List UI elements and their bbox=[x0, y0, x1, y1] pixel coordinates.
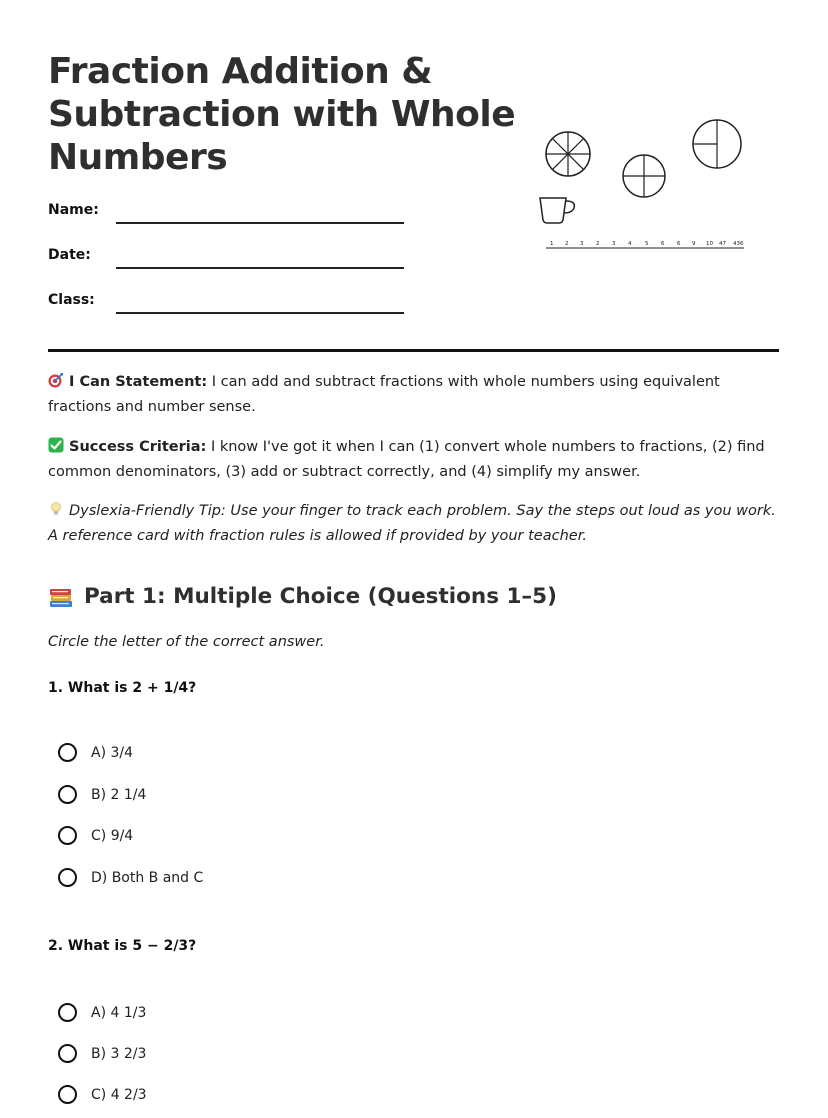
tick-label: 9 bbox=[692, 241, 696, 247]
success-criteria bbox=[48, 435, 783, 485]
q1-option-a[interactable] bbox=[58, 743, 133, 762]
tick-label: 4 bbox=[628, 241, 632, 247]
date-field[interactable] bbox=[116, 267, 404, 269]
tick-label: 1 bbox=[550, 241, 554, 247]
books-icon bbox=[48, 585, 74, 609]
class-field[interactable] bbox=[116, 312, 404, 314]
radio-circle-icon[interactable] bbox=[58, 1085, 77, 1104]
tick-label: 5 bbox=[645, 241, 649, 247]
option-label: B) 3 2/3 bbox=[91, 1045, 147, 1062]
q2-option-a[interactable] bbox=[58, 1003, 146, 1022]
circle-quarters-icon bbox=[623, 155, 665, 197]
tick-label: 2 bbox=[565, 241, 569, 247]
date-label: Date: bbox=[48, 247, 91, 263]
option-label: A) 4 1/3 bbox=[91, 1004, 147, 1021]
option-label: A) 3/4 bbox=[91, 744, 134, 761]
radio-circle-icon[interactable] bbox=[58, 743, 77, 762]
measuring-cup-icon bbox=[540, 198, 574, 223]
pie-eighths-icon bbox=[546, 132, 590, 176]
target-icon bbox=[48, 372, 64, 388]
tick-label: 2 bbox=[596, 241, 600, 247]
q1-option-d[interactable] bbox=[58, 868, 203, 887]
option-label: D) Both B and C bbox=[91, 869, 204, 886]
radio-circle-icon[interactable] bbox=[58, 1003, 77, 1022]
check-box-icon bbox=[48, 437, 64, 453]
radio-circle-icon[interactable] bbox=[58, 826, 77, 845]
fraction-illustration bbox=[530, 112, 770, 262]
q2-option-c[interactable] bbox=[58, 1085, 147, 1104]
tick-label: 436 bbox=[733, 241, 744, 247]
number-line bbox=[546, 241, 744, 248]
q1-option-c[interactable] bbox=[58, 826, 133, 845]
question-1: 1. What is 2 + 1/4? bbox=[48, 680, 197, 696]
success-text: I know I've got it when I can (1) convert whole numbers to fractions, (2) find common denominators, (3) add or subtract correctly, and (4) simplify my answer. bbox=[48, 439, 765, 480]
header-divider bbox=[48, 349, 779, 352]
part1-instructions: Circle the letter of the correct answer. bbox=[48, 634, 325, 650]
tick-label: 3 bbox=[612, 241, 616, 247]
option-label: B) 2 1/4 bbox=[91, 786, 147, 803]
tick-label: 3 bbox=[580, 241, 584, 247]
tip-text: Dyslexia-Friendly Tip: Use your finger to track each problem. Say the steps out loud as you work. A reference card with fraction rules is allowed if provided by your teacher. bbox=[48, 503, 776, 544]
lightbulb-icon bbox=[48, 501, 64, 517]
radio-circle-icon[interactable] bbox=[58, 785, 77, 804]
i-can-text: I can add and subtract fractions with whole numbers using equivalent fractions and number sense. bbox=[48, 374, 720, 415]
tick-label: 10 bbox=[706, 241, 713, 247]
success-label: Success Criteria: bbox=[69, 439, 207, 455]
class-label: Class: bbox=[48, 292, 95, 308]
part1-heading bbox=[48, 584, 557, 609]
page-title: Fraction Addition & Subtraction with Whole Numbers bbox=[48, 51, 516, 178]
radio-circle-icon[interactable] bbox=[58, 1044, 77, 1063]
tick-label: 6 bbox=[661, 241, 665, 247]
question-2: 2. What is 5 − 2/3? bbox=[48, 938, 197, 954]
q1-option-b[interactable] bbox=[58, 785, 146, 804]
tick-label: 6 bbox=[677, 241, 681, 247]
radio-circle-icon[interactable] bbox=[58, 868, 77, 887]
dyslexia-tip bbox=[48, 499, 783, 549]
q2-option-b[interactable] bbox=[58, 1044, 146, 1063]
part1-title: Part 1: Multiple Choice (Questions 1–5) bbox=[84, 584, 557, 609]
name-field[interactable] bbox=[116, 222, 404, 224]
i-can-label: I Can Statement: bbox=[69, 374, 208, 390]
name-label: Name: bbox=[48, 202, 99, 218]
i-can-statement bbox=[48, 370, 783, 420]
circle-thirds-icon bbox=[693, 120, 741, 168]
option-label: C) 9/4 bbox=[91, 827, 134, 844]
option-label: C) 4 2/3 bbox=[91, 1086, 147, 1103]
tick-label: 47 bbox=[719, 241, 726, 247]
